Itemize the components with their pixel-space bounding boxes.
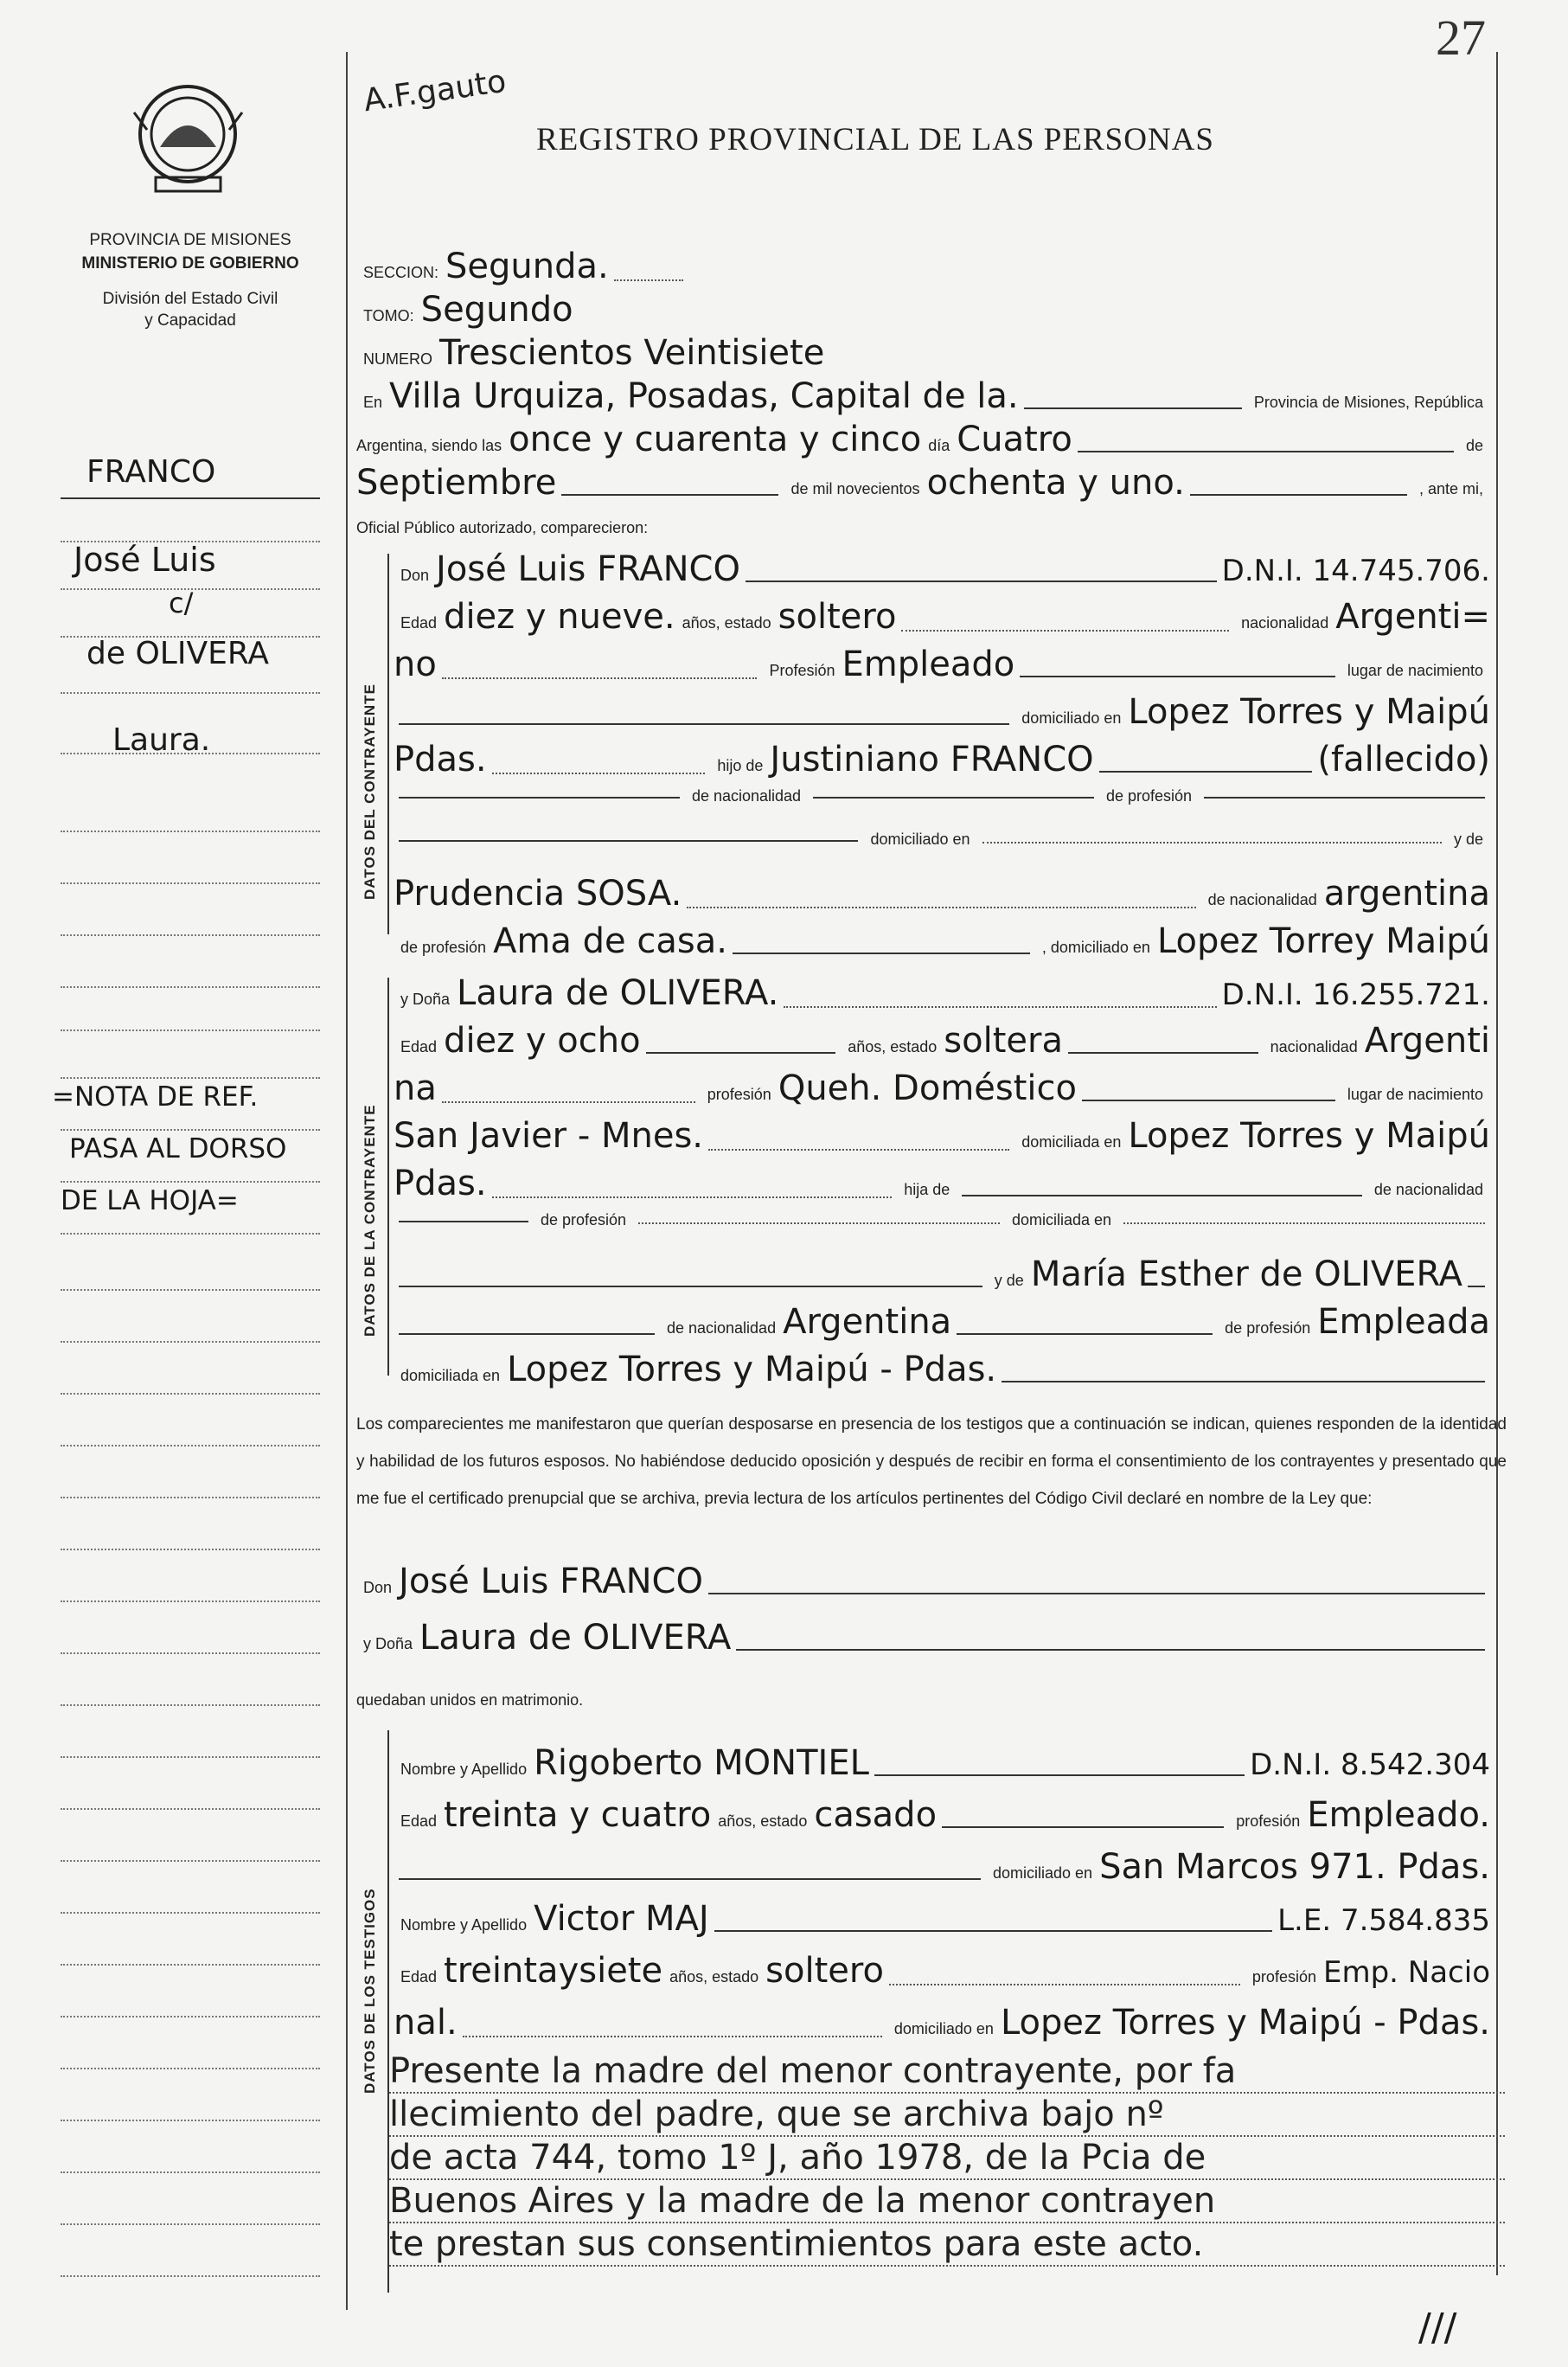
- oficial-label: Oficial Público autorizado, comparecieron:: [356, 519, 649, 536]
- margin-surname: FRANCO: [86, 454, 216, 490]
- madre-prof2-label: de profesión: [1225, 1319, 1311, 1337]
- page-number: 27: [1436, 10, 1486, 66]
- dia-value: Cuatro: [957, 420, 1072, 459]
- bride-mother-nationality: Argentina: [783, 1302, 952, 1342]
- y-de2-label: y de: [994, 1272, 1024, 1289]
- consent-notes: [389, 2050, 1505, 2267]
- margin-rule: [61, 497, 320, 500]
- anio-value: ochenta y uno.: [926, 463, 1185, 503]
- testigos-section-label: DATOS DE LOS TESTIGOS: [362, 1888, 378, 2094]
- witness2-doc: L.E. 7.584.835: [1277, 1903, 1490, 1938]
- lugar2-label: lugar de nacimiento: [1347, 1086, 1484, 1103]
- groom-address-cont: Pdas.: [394, 740, 487, 779]
- witness1-name: Rigoberto MONTIEL: [534, 1743, 869, 1783]
- witness2-profession: Emp. Nacio: [1322, 1955, 1490, 1990]
- witness1-address: San Marcos 971. Pdas.: [1099, 1847, 1490, 1887]
- notes-line: Presente la madre del menor contrayente, por fa: [389, 2050, 1505, 2094]
- prof3-label: profesión: [1236, 1812, 1301, 1830]
- de-prof-label: de profesión: [1105, 787, 1193, 805]
- groom-address: Lopez Torres y Maipú: [1128, 692, 1490, 732]
- union-groom: José Luis FRANCO: [399, 1562, 703, 1601]
- de-label: de: [1465, 437, 1483, 454]
- ante-label: , ante mi,: [1418, 480, 1483, 497]
- prof-label: Profesión: [769, 662, 835, 679]
- de-nac-label: de nacionalidad: [691, 787, 802, 805]
- witness2-profession-cont: nal.: [394, 2003, 458, 2043]
- madre-dom2-label: domiciliada en: [400, 1367, 501, 1384]
- dom-label: domiciliado en: [1021, 709, 1122, 727]
- mes-value: Septiembre: [356, 463, 557, 503]
- witness2-status: soltero: [765, 1951, 884, 1991]
- left-margin-line: [346, 52, 348, 2310]
- nombre2-label: Nombre y Apellido: [400, 1916, 528, 1934]
- groom-father: Justiniano FRANCO: [770, 740, 1094, 779]
- bride-birthplace: San Javier - Mnes.: [394, 1116, 704, 1156]
- bride-nationality-cont: na: [394, 1068, 437, 1108]
- province-seal-logo: [130, 78, 246, 208]
- groom-age: diez y nueve.: [444, 597, 675, 637]
- union-don-label: Don: [363, 1579, 393, 1596]
- notes-line: Buenos Aires y la madre de la menor contrayen: [389, 2180, 1505, 2223]
- witness1-status: casado: [814, 1795, 938, 1835]
- edad4-label: Edad: [400, 1968, 438, 1985]
- groom-dni: D.N.I. 14.745.706.: [1221, 554, 1490, 588]
- dom4-label: domiciliada en: [1012, 1211, 1112, 1228]
- bride-mother-address: Lopez Torres y Maipú - Pdas.: [507, 1350, 997, 1389]
- madre-dom-label: , domiciliado en: [1041, 939, 1150, 956]
- tomo-label: TOMO:: [363, 307, 414, 324]
- dia-label: día: [928, 437, 950, 454]
- prof2-label: profesión: [707, 1086, 771, 1103]
- margin-ref3: DE LA HOJA=: [61, 1185, 239, 1216]
- madre-prof-label: de profesión: [400, 939, 487, 956]
- madre-nac-label: de nacionalidad: [1207, 891, 1317, 908]
- edad2-label: Edad: [400, 1038, 438, 1055]
- hijo-label: hijo de: [717, 757, 764, 774]
- header-division: División del Estado Civil: [102, 290, 278, 308]
- margin-name3: Laura.: [112, 722, 211, 758]
- witness1-profession: Empleado.: [1307, 1795, 1490, 1835]
- madre-nac2-label: de nacionalidad: [666, 1319, 777, 1337]
- dom3-label: domiciliada en: [1021, 1133, 1122, 1151]
- nac-label: nacionalidad: [1241, 614, 1329, 632]
- union-text: quedaban unidos en matrimonio.: [356, 1691, 584, 1709]
- dom6-label: domiciliado en: [893, 2020, 994, 2037]
- dom2-label: domiciliado en: [870, 831, 970, 848]
- en-label: En: [363, 394, 383, 411]
- en-value: Villa Urquiza, Posadas, Capital de la.: [389, 376, 1019, 416]
- anos4-label: años, estado: [669, 1968, 759, 1985]
- y-de-label: y de: [1453, 831, 1484, 848]
- witness2-address: Lopez Torres y Maipú - Pdas.: [1000, 2003, 1490, 2043]
- witness1-age: treinta y cuatro: [444, 1795, 712, 1835]
- notes-line: de acta 744, tomo 1º J, año 1978, de la Pcia de: [389, 2137, 1505, 2180]
- notes-line: llecimiento del padre, que se archiva bajo nº: [389, 2094, 1505, 2137]
- bride-mother: María Esther de OLIVERA: [1030, 1254, 1462, 1294]
- de-prof2-label: de profesión: [541, 1211, 627, 1228]
- bride-address: Lopez Torres y Maipú: [1128, 1116, 1490, 1156]
- argentina-label: Argentina, siendo las: [356, 437, 502, 454]
- edad3-label: Edad: [400, 1812, 438, 1830]
- notes-line: te prestan sus consentimientos para este acto.: [389, 2223, 1505, 2267]
- bride-nationality: Argenti: [1364, 1021, 1491, 1061]
- groom-profession: Empleado: [842, 645, 1015, 684]
- margin-name2: de OLIVERA: [86, 636, 270, 671]
- tomo-value: Segundo: [420, 290, 573, 330]
- don-label: Don: [400, 567, 430, 584]
- groom-status: soltero: [778, 597, 897, 637]
- union-bride: Laura de OLIVERA: [419, 1618, 732, 1658]
- declaration-text: Los comparecientes me manifestaron que querían desposarse en presencia de los testigos que a continuación se indican, quienes responden de la identidad y habilidad de los futuros esposos. No habiéndose deducido oposición y después de recibir en forma el consentimiento de los contrayentes y presentado que me fue el certificado prenupcial que se archiva, previa lectura de los artículos pertinentes del Código Civil declaré en nombre de la Ley que:: [356, 1415, 1507, 1508]
- bride-address-cont: Pdas.: [394, 1164, 487, 1203]
- edad-label: Edad: [400, 614, 438, 632]
- margin-ref1: =NOTA DE REF.: [52, 1081, 259, 1113]
- margin-ref2: PASA AL DORSO: [69, 1133, 287, 1164]
- prof4-label: profesión: [1251, 1968, 1316, 1985]
- bride-profession: Queh. Doméstico: [778, 1068, 1078, 1108]
- groom-mother: Prudencia SOSA.: [394, 874, 682, 914]
- seccion-label: SECCION:: [363, 264, 439, 281]
- groom-mother-nationality: argentina: [1323, 874, 1490, 914]
- bride-status: soltera: [944, 1021, 1063, 1061]
- de-nac2-label: de nacionalidad: [1373, 1181, 1484, 1198]
- hora-value: once y cuarenta y cinco: [509, 420, 922, 459]
- bride-name: Laura de OLIVERA.: [457, 973, 779, 1013]
- numero-label: NUMERO: [363, 350, 432, 368]
- anos3-label: años, estado: [718, 1812, 808, 1830]
- groom-mother-profession: Ama de casa.: [493, 921, 727, 961]
- header-ministry: MINISTERIO DE GOBIERNO: [81, 254, 299, 273]
- contrayenta-section-rule: [387, 978, 389, 1376]
- hija-label: hija de: [904, 1181, 950, 1198]
- nac2-label: nacionalidad: [1270, 1038, 1358, 1055]
- dom5-label: domiciliado en: [992, 1864, 1093, 1882]
- header-province: PROVINCIA DE MISIONES: [89, 231, 291, 249]
- groom-father-note: (fallecido): [1317, 740, 1491, 779]
- nombre1-label: Nombre y Apellido: [400, 1761, 528, 1778]
- groom-nationality-cont: no: [394, 645, 437, 684]
- provincia-label: Provincia de Misiones, República: [1253, 394, 1483, 411]
- margin-name1: José Luis: [74, 541, 216, 579]
- bride-dni: D.N.I. 16.255.721.: [1221, 978, 1490, 1012]
- witness1-doc: D.N.I. 8.542.304: [1250, 1748, 1490, 1782]
- groom-nationality: Argenti=: [1335, 597, 1490, 637]
- witness2-name: Victor MAJ: [534, 1899, 709, 1939]
- contrayenta-section-label: DATOS DE LA CONTRAYENTE: [362, 1104, 378, 1337]
- lugar-label: lugar de nacimiento: [1347, 662, 1483, 679]
- dona-label: y Doña: [400, 991, 451, 1008]
- contrayente-section-label: DATOS DEL CONTRAYENTE: [362, 683, 378, 900]
- groom-name: José Luis FRANCO: [436, 549, 740, 589]
- anos-label: años, estado: [682, 614, 771, 632]
- bride-age: diez y ocho: [444, 1021, 641, 1061]
- signature: A.F.gauto: [361, 63, 509, 119]
- groom-mother-address: Lopez Torrey Maipú: [1156, 921, 1490, 961]
- margin-conj: c/: [169, 587, 194, 619]
- bride-mother-profession: Empleada: [1317, 1302, 1491, 1342]
- seccion-value: Segunda.: [445, 247, 609, 286]
- header-capacity: y Capacidad: [144, 311, 236, 330]
- mil-label: de mil novecientos: [790, 480, 920, 497]
- union-dona-label: y Doña: [363, 1635, 413, 1652]
- registry-title: REGISTRO PROVINCIAL DE LAS PERSONAS: [536, 122, 1214, 157]
- anos2-label: años, estado: [848, 1038, 938, 1055]
- witness2-age: treintaysiete: [444, 1951, 663, 1991]
- end-mark: ///: [1418, 2306, 1457, 2350]
- right-margin-line: [1496, 52, 1498, 2275]
- contrayente-section-rule: [387, 554, 389, 934]
- numero-value: Trescientos Veintisiete: [439, 333, 825, 373]
